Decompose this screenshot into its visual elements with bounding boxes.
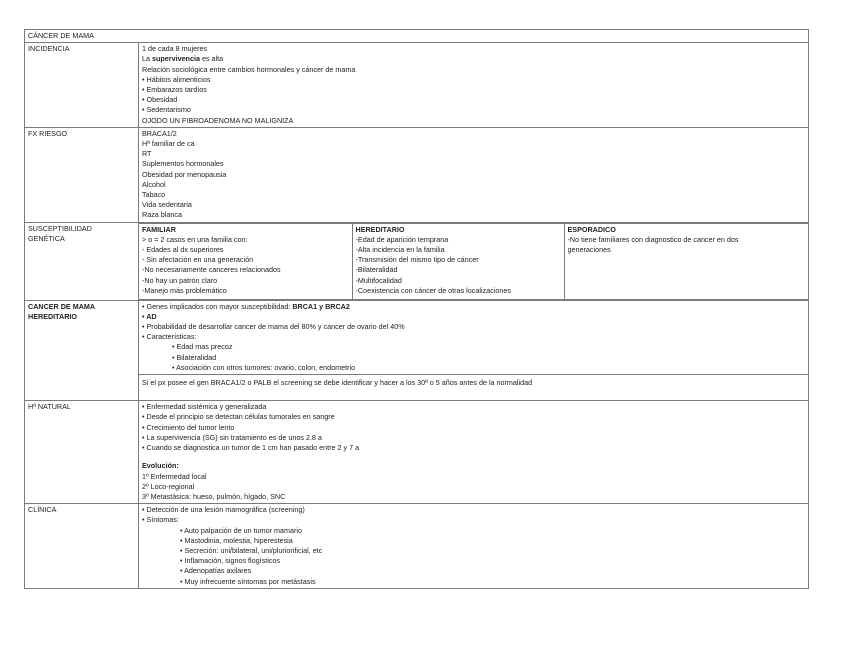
natural-bullet: • Desde el principio se detectan células tumorales en sangre xyxy=(142,412,335,422)
clinica-subbullet: • Inflamación, signos flogísticos xyxy=(180,556,280,566)
natural-bullet: • Cuando se diagnostica un tumor de 1 cm han pasado entre 2 y 7 a xyxy=(142,443,360,453)
familiar-item: -No necesariamente canceres relacionados xyxy=(142,265,281,275)
incidencia-content xyxy=(139,43,809,128)
note-text: Si el px posee el gen BRACA1/2 o PALB el screening se debe identificar y hacer a los 30ª o 5 años antes de la normalidad xyxy=(142,378,533,388)
susceptibilidad-content xyxy=(139,222,809,300)
clinica-bullet: • Síntomas: xyxy=(142,515,179,525)
incidencia-line: Relación sociológica entre cambios hormonales y cáncer de mama xyxy=(142,64,356,74)
familiar-item: - Sin afectación en una generación xyxy=(142,255,254,265)
hereditario-bullet: • Características: xyxy=(142,332,197,342)
hereditario-item: -Transmisión del mismo tipo de cáncer xyxy=(355,255,479,265)
label-line: HEREDITARIO xyxy=(28,311,77,321)
historia-natural-row xyxy=(25,401,809,504)
susceptibilidad-label xyxy=(25,222,139,300)
label-line: GENÉTICA xyxy=(28,233,65,243)
historia-natural-label: Hª NATURAL xyxy=(25,401,139,504)
spacer xyxy=(142,453,805,461)
natural-bullet: • Enfermedad sistémica y generalizada xyxy=(142,402,267,412)
incidencia-bullet: • Hábitos alimenticios xyxy=(142,74,211,84)
clinica-subbullet: • Mastodinia, molestia, hiperestesia xyxy=(180,535,293,545)
hereditario-subbullet: • Edad mas precoz xyxy=(172,342,233,352)
fx-item: Suplementos hormonales xyxy=(142,159,224,169)
incidencia-bullet: • Obesidad xyxy=(142,95,178,105)
hereditario-column xyxy=(352,223,564,299)
incidencia-label: INCIDENCIA xyxy=(25,43,139,128)
incidencia-line xyxy=(142,54,805,64)
label-line: SUSCEPTIBILIDAD xyxy=(28,223,92,233)
hereditario-label xyxy=(25,300,139,401)
hereditario-bullet: • AD xyxy=(142,311,157,321)
susceptibilidad-subtable xyxy=(139,223,809,300)
evolucion-item: 3º Metastásica: hueso, pulmón, hígado, SNC xyxy=(142,491,286,501)
fx-item: Raza blanca xyxy=(142,210,182,220)
evolucion-heading: Evolución: xyxy=(142,461,179,471)
familiar-item: - Edades al dx superiores xyxy=(142,245,224,255)
esporadico-column xyxy=(564,223,809,299)
clinica-content xyxy=(139,504,809,589)
clinica-subbullet: • Auto palpación de un tumor mamario xyxy=(180,525,302,535)
hereditario-item: -Bilateralidad xyxy=(355,265,398,275)
familiar-item: -Manejo más problemático xyxy=(142,285,227,295)
hereditario-heading: HEREDITARIO xyxy=(355,224,405,234)
text-fragment: es alta xyxy=(199,54,224,64)
hereditario-item: -Alta incidencia en la familia xyxy=(355,245,445,255)
historia-natural-content xyxy=(139,401,809,504)
clinica-subbullet: • Adenopatías axilares xyxy=(180,566,252,576)
hereditario-note-row xyxy=(25,375,809,401)
fx-riesgo-label: FX RIESGO xyxy=(25,127,139,222)
hereditario-item: -Edad de aparición temprana xyxy=(355,234,449,244)
clinica-label: CLÍNICA xyxy=(25,504,139,589)
familiar-heading: FAMILIAR xyxy=(142,224,176,234)
bold-fragment: supervivencia xyxy=(152,54,200,64)
fx-item: Alcohol xyxy=(142,179,166,189)
fx-item: Obesidad por menopausia xyxy=(142,169,227,179)
title-row xyxy=(25,30,809,43)
page-title: CÁNCER DE MAMA xyxy=(25,30,809,43)
incidencia-line: OJODO UN FIBROADENOMA NO MALIGNIZA xyxy=(142,115,294,125)
clinica-bullet: • Detección de una lesión mamográfica (screening) xyxy=(142,505,305,515)
clinica-row xyxy=(25,504,809,589)
natural-bullet: • Crecimiento del tumor lento xyxy=(142,422,235,432)
esporadico-heading: ESPORADICO xyxy=(567,224,616,234)
document-table xyxy=(24,29,809,589)
familiar-item: > o = 2 casos en una familia con: xyxy=(142,234,248,244)
esporadico-item: generaciones xyxy=(567,245,611,255)
hereditario-subbullet: • Bilateralidad xyxy=(172,352,217,362)
fx-item: Vida sedentaria xyxy=(142,200,192,210)
fx-riesgo-row xyxy=(25,127,809,222)
familiar-item: -No hay un patrón claro xyxy=(142,275,218,285)
natural-bullet: • La supervivencia (SG) sin tratamiento es de unos 2.8 a xyxy=(142,432,322,442)
hereditario-bullet xyxy=(142,302,805,312)
fx-item: Hª familiar de ca xyxy=(142,139,195,149)
fx-riesgo-content xyxy=(139,127,809,222)
evolucion-item: 1º Enfermedad local xyxy=(142,471,207,481)
fx-item: Tabaco xyxy=(142,190,166,200)
familiar-column xyxy=(139,223,352,299)
hereditario-item: -Multifocalidad xyxy=(355,275,402,285)
evolucion-item: 2º Loco-regional xyxy=(142,481,195,491)
hereditario-item: -Coexistencia con cáncer de otras localizaciones xyxy=(355,285,511,295)
text-fragment: La xyxy=(142,54,152,64)
hereditario-bullet: • Probabilidad de desarrollar cancer de mama del 80% y cancer de ovario del 40% xyxy=(142,322,405,332)
hereditario-content xyxy=(139,300,809,374)
hereditario-row xyxy=(25,300,809,374)
clinica-subbullet: • Secreción: uni/bilateral, uni/pluriorificial, etc xyxy=(180,545,323,555)
clinica-subbullet: • Muy infrecuente síntomas por metástasis xyxy=(180,576,316,586)
incidencia-bullet: • Embarazos tardíos xyxy=(142,85,207,95)
text-fragment: • Genes implicados con mayor susceptibilidad: xyxy=(142,301,293,311)
susceptibilidad-row xyxy=(25,222,809,300)
hereditario-note xyxy=(139,375,809,401)
esporadico-item: -No tiene familiares con diagnostico de cancer en dos xyxy=(567,234,739,244)
incidencia-bullet: • Sedentarismo xyxy=(142,105,191,115)
fx-item: RT xyxy=(142,149,152,159)
bold-fragment: BRCA1 y BRCA2 xyxy=(292,301,350,311)
incidencia-row xyxy=(25,43,809,128)
fx-item: BRACA1/2 xyxy=(142,128,177,138)
label-line: CANCER DE MAMA xyxy=(28,301,96,311)
hereditario-subbullet: • Asociación con otros tumores: ovario, colon, endometrio xyxy=(172,362,356,372)
incidencia-line: 1 de cada 8 mujeres xyxy=(142,44,208,54)
